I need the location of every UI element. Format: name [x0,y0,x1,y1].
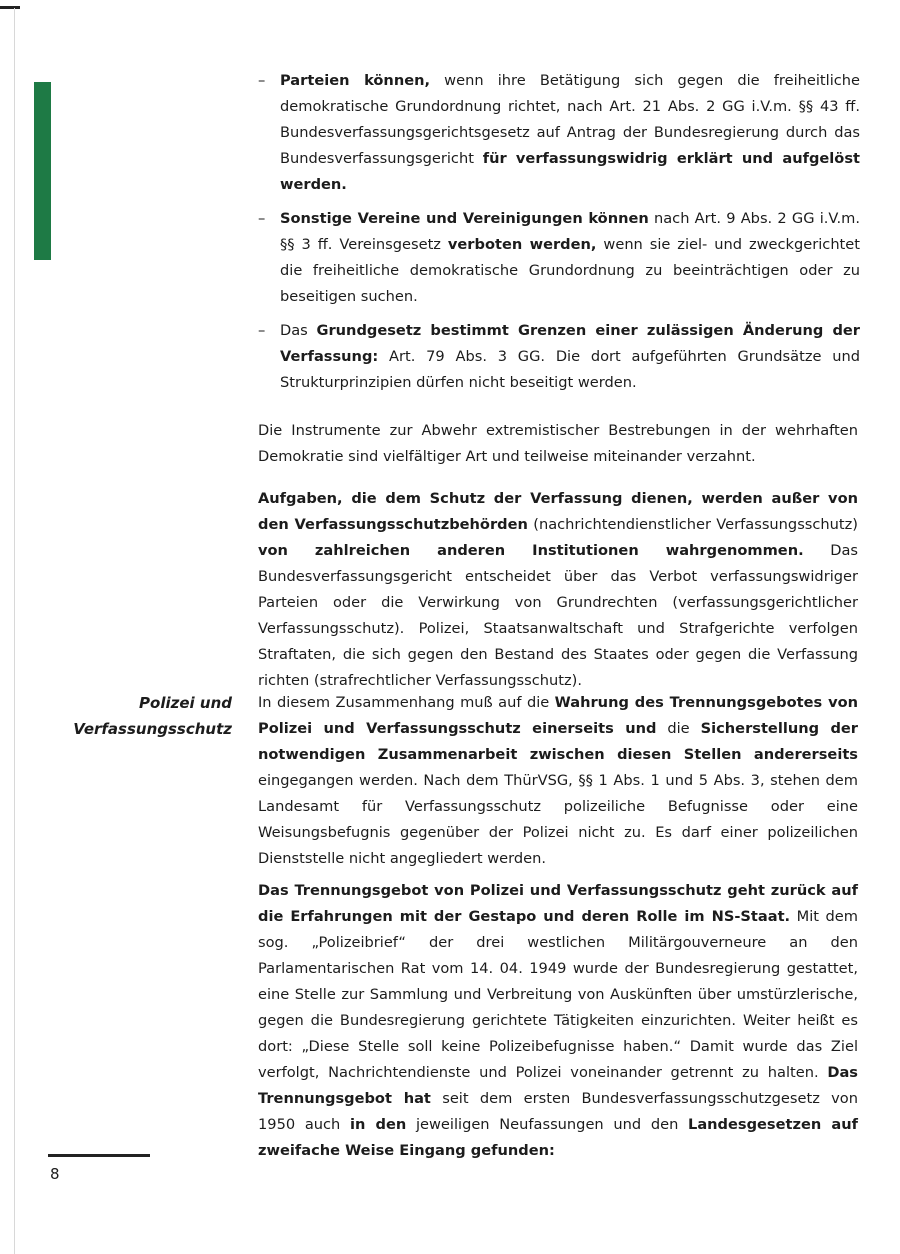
emphasis-text: Wahrung des Trennungsgebotes von Polizei und Verfassungsschutz einerseits und [258,694,858,737]
body-text: wenn sie ziel- und zweckgerichtet die freiheitliche demokratische Grundordnung zu beeinträchtigen oder zu beseitigen suchen. [280,236,860,305]
bullet-text [280,68,860,198]
body-text: wenn ihre Betätigung sich gegen die freiheitliche demokratische Grundordnung richtet, nach Art. 21 Abs. 2 GG i.V.m. §§ 43 ff. Bundesverfassungsgerichtsgesetz auf Antrag der Bundesregierung durch das Bundesverfassungsgericht [280,72,861,167]
paragraph-zusammenhang [258,690,858,872]
bullet-item-parteien [258,68,860,198]
emphasis-text: Grundgesetz bestimmt Grenzen einer zulässigen Änderung der Verfassung: [280,322,860,365]
page-number: 8 [50,1165,60,1183]
paragraph-aufgaben [258,486,858,694]
bullet-item-vereine [258,206,860,310]
crop-mark-horizontal [0,6,20,9]
emphasis-text: Landesgesetzen auf zweifache Weise Eingang gefunden: [258,1116,858,1159]
paragraph-text [258,690,858,872]
bullet-dash: – [258,72,266,89]
body-text: Das Bundesverfassungsgericht entscheidet über das Verbot verfassungswidriger Parteien oder die Verwirkung von Grundrechten (verfassungsgerichtlicher Verfassungsschutz). Polizei, Staatsanwaltschaft und Strafgerichte verfolgen Straftaten, die sich gegen den Bestand des Staates oder gegen die Verfassung richten (strafrechtlicher Verfassungsschutz). [258,542,858,689]
body-text: In diesem Zusammenhang muß auf die [258,694,555,711]
emphasis-text: Aufgaben, die dem Schutz der Verfassung dienen, werden außer von den Verfassungsschutzbehörden [258,490,858,533]
emphasis-text: für verfassungswidrig erklärt und aufgelöst werden. [280,150,860,193]
emphasis-text: Parteien können, [280,72,431,89]
body-text: Die Instrumente zur Abwehr extremistischer Bestrebungen in der wehrhaften Demokratie sind vielfältiger Art und teilweise miteinander verzahnt. [258,422,858,465]
emphasis-text: Sonstige Vereine und Vereinigungen können [280,210,649,227]
body-text: die [656,720,701,737]
bullet-text [280,206,860,310]
paragraph-text [258,878,858,1164]
bullet-text [280,318,860,396]
bullet-item-grundgesetz [258,318,860,396]
margin-heading-line-2: Verfassungsschutz [73,720,232,738]
body-text: nach Art. 9 Abs. 2 GG i.V.m. §§ 3 ff. Vereinsgesetz [280,210,860,253]
margin-heading-line-1: Polizei und [139,694,232,712]
bullet-dash: – [258,210,266,227]
emphasis-text: Das Trennungsgebot hat [258,1064,858,1107]
body-text: jeweiligen Neufassungen und den [406,1116,689,1133]
chapter-marker-bar [34,82,51,260]
body-text: (nachrichtendienstlicher Verfassungsschutz) [527,516,858,533]
emphasis-text: von zahlreichen anderen Institutionen wahrgenommen. [258,542,804,559]
bullet-dash: – [258,322,266,339]
body-text: Das [280,322,317,339]
paragraph-text [258,418,858,470]
paragraph-trennungsgebot [258,878,858,1164]
paragraph-text [258,486,858,694]
body-text: seit dem ersten Bundesverfassungsschutzgesetz von 1950 auch [258,1090,858,1133]
emphasis-text: in den [350,1116,407,1133]
body-text: eingegangen werden. Nach dem ThürVSG, §§ 1 Abs. 1 und 5 Abs. 3, stehen dem Landesamt für Verfassungsschutz polizeiliche Befugnisse oder eine Weisungsbefugnis gegenüber der Polizei nicht zu. Es darf einer polizeilichen Dienststelle nicht angegliedert werden. [258,772,858,867]
paragraph-instrumente [258,418,858,470]
emphasis-text: Das Trennungsgebot von Polizei und Verfassungsschutz geht zurück auf die Erfahrungen mit der Gestapo und deren Rolle im NS-Staat. [258,882,858,925]
footer-rule [48,1154,150,1157]
body-text: Mit dem sog. „Polizeibrief“ der drei westlichen Militärgouverneure an den Parlamentarischen Rat vom 14. 04. 1949 wurde der Bundesregierung gestattet, eine Stelle zur Sammlung und Verbreitung von Auskünften über umstürzlerische, gegen die Bundesregierung gerichtete Tätigkeiten einzurichten. Weiter heißt es dort: „Diese Stelle soll keine Polizeibefugnisse haben.“ Damit wurde das Ziel verfolgt, Nachrichtendienste und Polizei voneinander getrennt zu halten. [258,908,858,1081]
emphasis-text: verboten werden, [447,236,597,253]
crop-mark-vertical [14,8,15,1254]
emphasis-text: Sicherstellung der notwendigen Zusammenarbeit zwischen diesen Stellen andererseits [258,720,858,763]
margin-heading [70,690,232,742]
body-text: Art. 79 Abs. 3 GG. Die dort aufgeführten Grundsätze und Strukturprinzipien dürfen nicht beseitigt werden. [280,348,860,391]
